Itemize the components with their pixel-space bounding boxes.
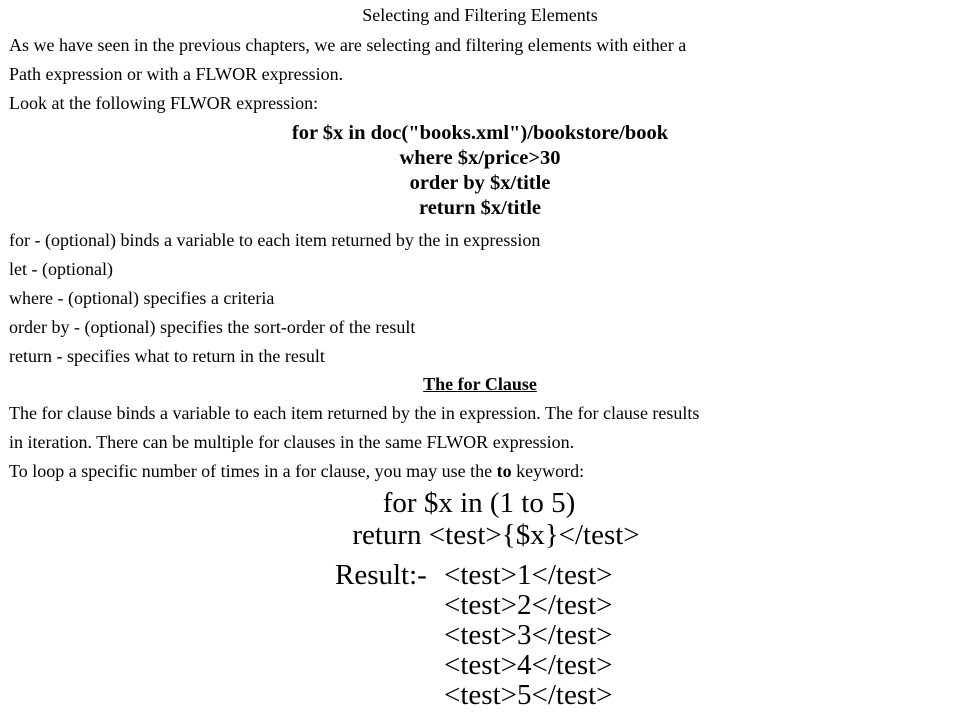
- flwor-code-line-2: where $x/price>30: [399, 147, 561, 169]
- clause-for: for - (optional) binds a variable to each item returned by the in expression: [9, 230, 541, 250]
- flwor-code-line-4: return $x/title: [418, 197, 542, 219]
- loop-text: [9, 461, 584, 481]
- result-item: <test>3</test>: [444, 619, 613, 651]
- clause-let: let - (optional): [9, 259, 113, 279]
- result-item: <test>1</test>: [444, 559, 613, 591]
- intro-line-3: Look at the following FLWOR expression:: [9, 93, 319, 113]
- loop-code-line-1: for $x in (1 to 5): [382, 487, 576, 519]
- for-clause-heading-wrap: [0, 374, 960, 394]
- intro-line-2: Path expression or with a FLWOR expression.: [9, 64, 344, 84]
- clause-return: return - specifies what to return in the result: [9, 346, 325, 366]
- for-text-line-1: The for clause binds a variable to each item returned by the in expression. The for clause results: [9, 403, 700, 423]
- for-text-line-2: in iteration. There can be multiple for clauses in the same FLWOR expression.: [9, 432, 575, 452]
- loop-text-after: keyword:: [511, 461, 585, 481]
- result-item: <test>4</test>: [444, 649, 613, 681]
- clause-where: where - (optional) specifies a criteria: [9, 288, 275, 308]
- flwor-code-line-3: order by $x/title: [409, 172, 551, 194]
- intro-line-1: As we have seen in the previous chapters, we are selecting and filtering elements with either a: [9, 35, 687, 55]
- result-item: <test>2</test>: [444, 589, 613, 621]
- to-keyword: to: [496, 461, 512, 481]
- result-item: <test>5</test>: [444, 679, 613, 711]
- flwor-code-line-1: for $x in doc("books.xml")/bookstore/book: [291, 122, 669, 144]
- for-clause-heading: The for Clause: [423, 374, 537, 394]
- loop-code-line-2: return <test>{$x}</test>: [352, 519, 640, 551]
- loop-text-before: To loop a specific number of times in a for clause, you may use the: [9, 461, 497, 481]
- result-label: Result:-: [335, 559, 427, 591]
- clause-order-by: order by - (optional) specifies the sort-order of the result: [9, 317, 416, 337]
- page-title: Selecting and Filtering Elements: [362, 5, 598, 25]
